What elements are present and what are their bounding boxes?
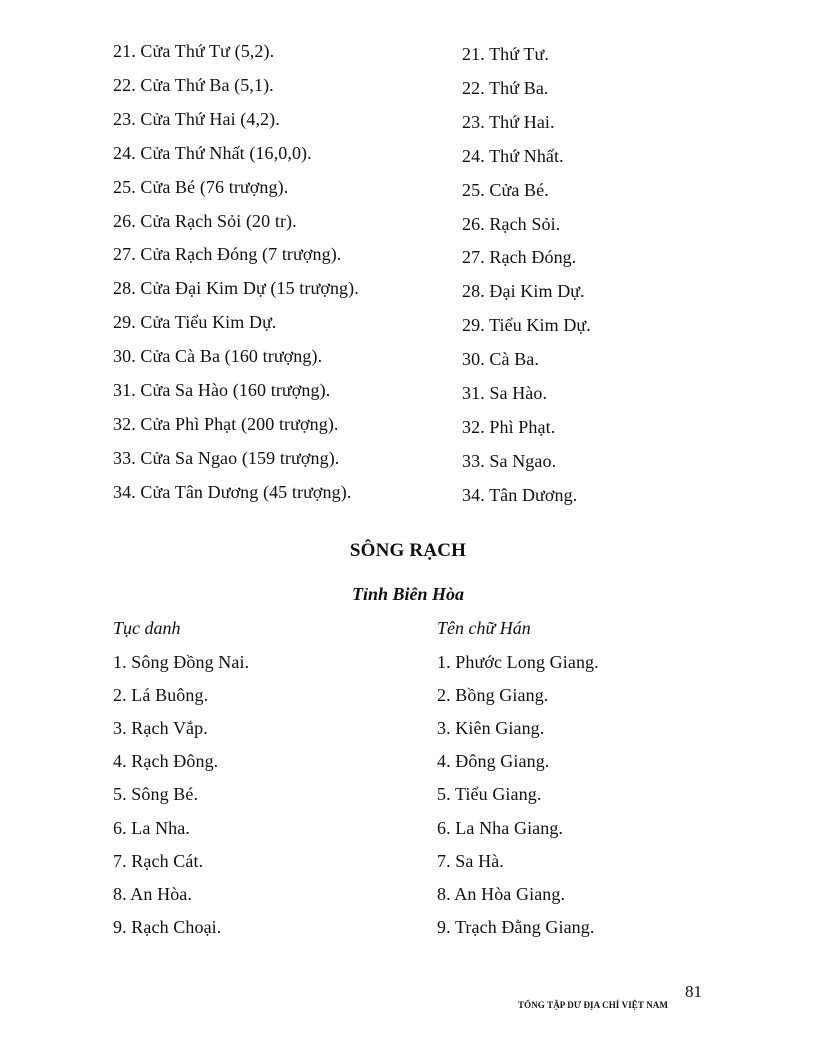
list-item: 4. Rạch Đông. [113, 751, 219, 772]
list-item: 5. Sông Bé. [113, 784, 199, 805]
list-item: 1. Sông Đồng Nai. [113, 652, 250, 672]
column-heading-right: Tên chữ Hán [437, 618, 531, 638]
list-item: 34. Cửa Tân Dương (45 trượng). [113, 481, 352, 502]
list-item: 8. An Hòa. [113, 883, 192, 904]
list-item: 9. Rạch Choại. [113, 916, 222, 937]
list-item: 33. Sa Ngao. [462, 450, 557, 471]
list-item: 1. Phước Long Giang. [437, 652, 599, 672]
list-item: 30. Cửa Cà Ba (160 trượng). [113, 346, 323, 367]
list-item: 2. Lá Buông. [113, 685, 209, 706]
list-item: 30. Cà Ba. [462, 349, 539, 370]
page-number: 81 [685, 982, 702, 1001]
list-item: 31. Cửa Sa Hào (160 trượng). [113, 380, 331, 400]
list-item: 28. Cửa Đại Kim Dự (15 trượng). [113, 278, 359, 299]
list-item: 8. An Hòa Giang. [437, 883, 566, 904]
list-item: 27. Cửa Rạch Đóng (7 trượng). [113, 244, 342, 265]
column-heading-left: Tục danh [113, 618, 181, 638]
list-item: 31. Sa Hào. [462, 383, 548, 403]
list-item: 26. Rạch Sỏi. [462, 213, 561, 234]
list-item: 4. Đông Giang. [437, 751, 550, 772]
list-item: 23. Cửa Thứ Hai (4,2). [113, 108, 280, 129]
list-item: 9. Trạch Đằng Giang. [437, 916, 595, 937]
list-item: 25. Cửa Bé (76 trượng). [113, 176, 289, 197]
footer-text: TỔNG TẬP DƯ ĐỊA CHÍ VIỆT NAM [518, 1000, 668, 1010]
subsection-title: Tỉnh Biên Hòa [351, 584, 465, 604]
list-item: 24. Thứ Nhất. [462, 145, 564, 166]
list-item: 23. Thứ Hai. [462, 111, 555, 132]
list-item: 5. Tiểu Giang. [437, 784, 542, 805]
list-item: 26. Cửa Rạch Sỏi (20 tr). [113, 210, 297, 231]
section-title: SÔNG RẠCH [349, 540, 467, 561]
list-item: 32. Cửa Phì Phạt (200 trượng). [113, 413, 339, 434]
list-item: 33. Cửa Sa Ngao (159 trượng). [113, 447, 340, 468]
list-item: 7. Rạch Cát. [113, 850, 204, 871]
list-item: 29. Cửa Tiểu Kim Dự. [113, 312, 277, 333]
list-item: 22. Thứ Ba. [462, 77, 549, 98]
list-item: 25. Cửa Bé. [462, 179, 549, 200]
list-item: 28. Đại Kim Dự. [462, 281, 585, 302]
list-item: 22. Cửa Thứ Ba (5,1). [113, 74, 274, 95]
list-item: 2. Bồng Giang. [437, 685, 549, 706]
list-item: 21. Thứ Tư. [462, 44, 549, 64]
list-item: 3. Rạch Vắp. [113, 718, 208, 739]
list-item: 27. Rạch Đóng. [462, 247, 577, 268]
list-item: 7. Sa Hà. [437, 850, 504, 871]
list-item: 6. La Nha Giang. [437, 817, 564, 838]
list-item: 6. La Nha. [113, 817, 190, 838]
list-item: 24. Cửa Thứ Nhất (16,0,0). [113, 142, 312, 163]
list-item: 21. Cửa Thứ Tư (5,2). [113, 41, 275, 61]
list-item: 29. Tiểu Kim Dự. [462, 315, 591, 336]
list-item: 3. Kiên Giang. [437, 718, 545, 739]
list-item: 32. Phì Phạt. [462, 416, 556, 437]
list-item: 34. Tân Dương. [462, 484, 578, 505]
